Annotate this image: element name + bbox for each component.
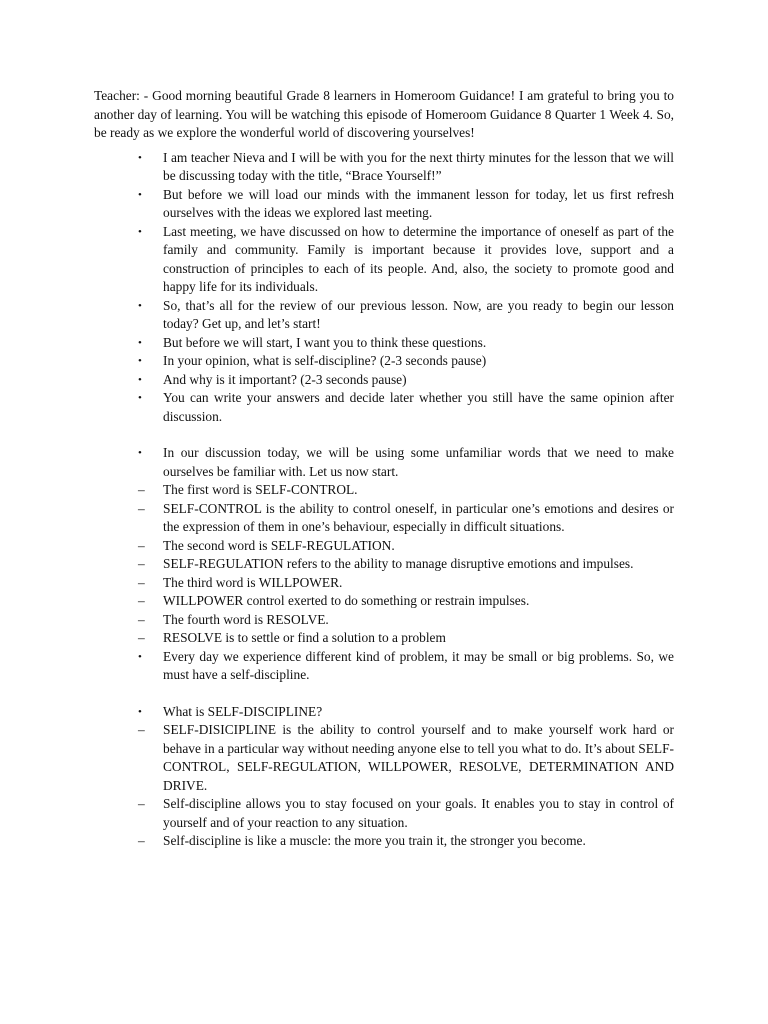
bullet-marker: •: [138, 188, 142, 201]
list-item-text: Last meeting, we have discussed on how to determine the importance of oneself as part of the family and community. Family is important because it provides love, support and a construction of principles to each of its people. And, also, the society to promote good and happy life for its individuals.: [163, 223, 674, 294]
list-item-text: So, that’s all for the review of our previous lesson. Now, are you ready to begin our lesson today? Get up, and let’s start!: [163, 297, 674, 331]
bullet-marker: •: [138, 225, 142, 238]
bullet-item: [94, 371, 674, 390]
dash-marker: –: [138, 630, 145, 645]
list-item-text: The second word is SELF-REGULATION.: [163, 537, 395, 553]
list-item-text: But before we will load our minds with the immanent lesson for today, let us first refresh ourselves with the ideas we explored last meeting.: [163, 186, 674, 220]
bullet-marker: •: [138, 705, 142, 718]
bullet-item: [94, 334, 674, 353]
bullet-marker: •: [138, 373, 142, 386]
dash-item: [94, 611, 674, 630]
bullet-marker: •: [138, 355, 142, 367]
list-item-text: In our discussion today, we will be using some unfamiliar words that we need to make ourselves be familiar with. Let us now start.: [163, 445, 674, 479]
dash-marker: –: [138, 833, 145, 848]
list-item-text: SELF-REGULATION refers to the ability to manage disruptive emotions and impulses.: [163, 556, 634, 571]
list-item-text: Self-discipline is like a muscle: the more you train it, the stronger you become.: [163, 833, 586, 848]
list-section: [94, 703, 674, 851]
bullet-item: [94, 648, 674, 685]
dash-item: [94, 555, 674, 574]
dash-item: [94, 795, 674, 832]
bullet-item: [94, 186, 674, 223]
bullet-item: [94, 352, 674, 371]
dash-item: [94, 537, 674, 556]
dash-marker: –: [138, 556, 145, 571]
list-item-text: WILLPOWER control exerted to do something or restrain impulses.: [163, 593, 530, 608]
list-section: [94, 149, 674, 427]
dash-item: [94, 629, 674, 648]
list-item-text: I am teacher Nieva and I will be with you for the next thirty minutes for the lesson that we will be discussing today with the title, “Brace Yourself!”: [163, 149, 674, 183]
bullet-item: [94, 389, 674, 426]
dash-marker: –: [138, 537, 145, 553]
dash-marker: –: [138, 574, 145, 590]
list-item-text: The first word is SELF-CONTROL.: [163, 482, 358, 497]
document-body: [94, 87, 674, 851]
document-sections: [94, 149, 674, 851]
bullet-marker: •: [138, 336, 142, 349]
bullet-marker: •: [138, 299, 142, 312]
bullet-item: [94, 149, 674, 186]
list-item-text: The third word is WILLPOWER.: [163, 574, 343, 590]
dash-item: [94, 832, 674, 851]
intro-paragraph: Teacher: - Good morning beautiful Grade 8 learners in Homeroom Guidance! I am grateful to bring you to another day of learning. You will be watching this episode of Homeroom Guidance 8 Quarter 1 Week 4. So, be ready as we explore the wonderful world of discovering yourselves!: [94, 88, 674, 140]
list-item-text: But before we will start, I want you to think these questions.: [163, 334, 487, 350]
dash-marker: –: [138, 500, 145, 516]
dash-marker: –: [138, 796, 145, 811]
list-item-text: And why is it important? (2-3 seconds pause): [163, 371, 407, 387]
bullet-marker: •: [138, 650, 142, 663]
list-item-text: What is SELF-DISCIPLINE?: [163, 703, 323, 719]
list-item-text: SELF-DISICIPLINE is the ability to control yourself and to make yourself work hard or behave in a particular way without needing anyone else to tell you what to do. It’s about SELF-CONTROL, SELF-REGULATION, WILLPOWER, RESOLVE, DETERMINATION AND DRIVE.: [163, 722, 674, 793]
list-section: [94, 444, 674, 685]
dash-item: [94, 592, 674, 611]
dash-marker: –: [138, 722, 145, 737]
list-item-text: Every day we experience different kind of problem, it may be small or big problems. So, we must have a self-discipline.: [163, 648, 674, 682]
dash-item: [94, 500, 674, 537]
list-item-text: In your opinion, what is self-discipline? (2-3 seconds pause): [163, 353, 487, 368]
bullet-marker: •: [138, 392, 142, 404]
dash-item: [94, 574, 674, 593]
list-item-text: You can write your answers and decide later whether you still have the same opinion after discussion.: [163, 390, 674, 424]
bullet-marker: •: [138, 447, 142, 459]
bullet-item: [94, 297, 674, 334]
list-item-text: RESOLVE is to settle or find a solution to a problem: [163, 630, 446, 645]
dash-marker: –: [138, 611, 145, 627]
dash-marker: –: [138, 482, 145, 497]
dash-item: [94, 481, 674, 500]
list-item-text: Self-discipline allows you to stay focused on your goals. It enables you to stay in control of yourself and of your reaction to any situation.: [163, 796, 674, 830]
list-item-text: The fourth word is RESOLVE.: [163, 611, 329, 627]
dash-item: [94, 721, 674, 795]
bullet-item: [94, 444, 674, 481]
bullet-item: [94, 223, 674, 297]
bullet-item: [94, 703, 674, 722]
list-item-text: SELF-CONTROL is the ability to control oneself, in particular one’s emotions and desires or the expression of them in one’s behaviour, especially in difficult situations.: [163, 500, 674, 534]
bullet-marker: •: [138, 151, 142, 164]
dash-marker: –: [138, 593, 145, 608]
